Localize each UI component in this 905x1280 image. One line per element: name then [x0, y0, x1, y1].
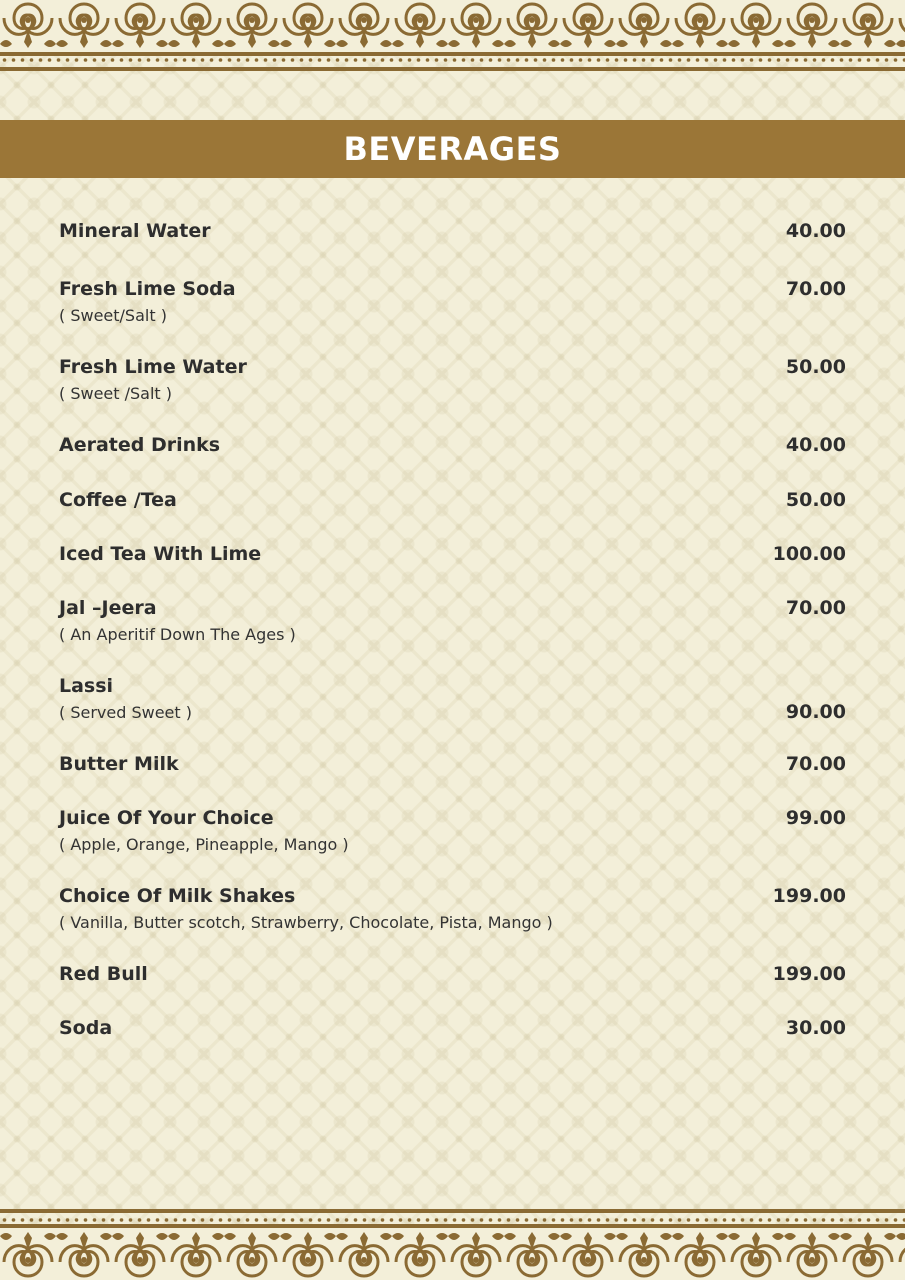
menu-item-soda	[59, 1015, 846, 1041]
title-band	[0, 120, 905, 178]
menu-item-mineral-water	[59, 218, 846, 244]
item-price: 30.00	[785, 1017, 846, 1039]
item-price: 199.00	[772, 885, 846, 907]
menu-item-milk-shakes	[59, 883, 846, 935]
item-price: 100.00	[772, 543, 846, 565]
menu-item-red-bull	[59, 961, 846, 987]
item-description: ( Apple, Orange, Pineapple, Mango )	[59, 835, 349, 854]
item-price: 70.00	[785, 597, 846, 619]
item-name: Choice Of Milk Shakes	[59, 885, 296, 907]
item-name: Soda	[59, 1017, 113, 1039]
menu-item-lassi	[59, 673, 846, 725]
item-price: 70.00	[785, 278, 846, 300]
item-name: Butter Milk	[59, 753, 179, 775]
menu-item-aerated-drinks	[59, 432, 846, 458]
item-price: 99.00	[785, 807, 846, 829]
item-name: Mineral Water	[59, 220, 211, 242]
item-price: 90.00	[785, 701, 846, 723]
item-name: Juice Of Your Choice	[59, 807, 274, 829]
menu-item-fresh-lime-soda	[59, 276, 846, 328]
menu-item-juice	[59, 805, 846, 857]
item-description: ( Sweet /Salt )	[59, 384, 173, 403]
item-price: 40.00	[785, 434, 846, 456]
item-name: Lassi	[59, 675, 114, 697]
item-description: ( An Aperitif Down The Ages )	[59, 625, 296, 644]
item-price: 199.00	[772, 963, 846, 985]
item-name: Iced Tea With Lime	[59, 543, 262, 565]
item-description: ( Vanilla, Butter scotch, Strawberry, Chocolate, Pista, Mango )	[59, 913, 553, 932]
item-price: 50.00	[785, 356, 846, 378]
item-description: ( Sweet/Salt )	[59, 306, 167, 325]
menu-item-butter-milk	[59, 751, 846, 777]
menu-item-iced-tea	[59, 541, 846, 567]
item-description: ( Served Sweet )	[59, 703, 192, 722]
item-price: 40.00	[785, 220, 846, 242]
menu-item-fresh-lime-water	[59, 354, 846, 406]
page-title: BEVERAGES	[343, 130, 562, 168]
item-name: Fresh Lime Soda	[59, 278, 236, 300]
menu-list	[59, 218, 846, 1073]
menu-item-jal-jeera	[59, 595, 846, 647]
item-name: Aerated Drinks	[59, 434, 221, 456]
ornamental-border-bottom	[0, 1204, 905, 1280]
item-price: 50.00	[785, 489, 846, 511]
ornamental-border-top	[0, 0, 905, 76]
item-name: Red Bull	[59, 963, 148, 985]
item-name: Coffee /Tea	[59, 489, 177, 511]
item-name: Jal –Jeera	[59, 597, 157, 619]
item-name: Fresh Lime Water	[59, 356, 247, 378]
item-price: 70.00	[785, 753, 846, 775]
menu-item-coffee-tea	[59, 487, 846, 513]
